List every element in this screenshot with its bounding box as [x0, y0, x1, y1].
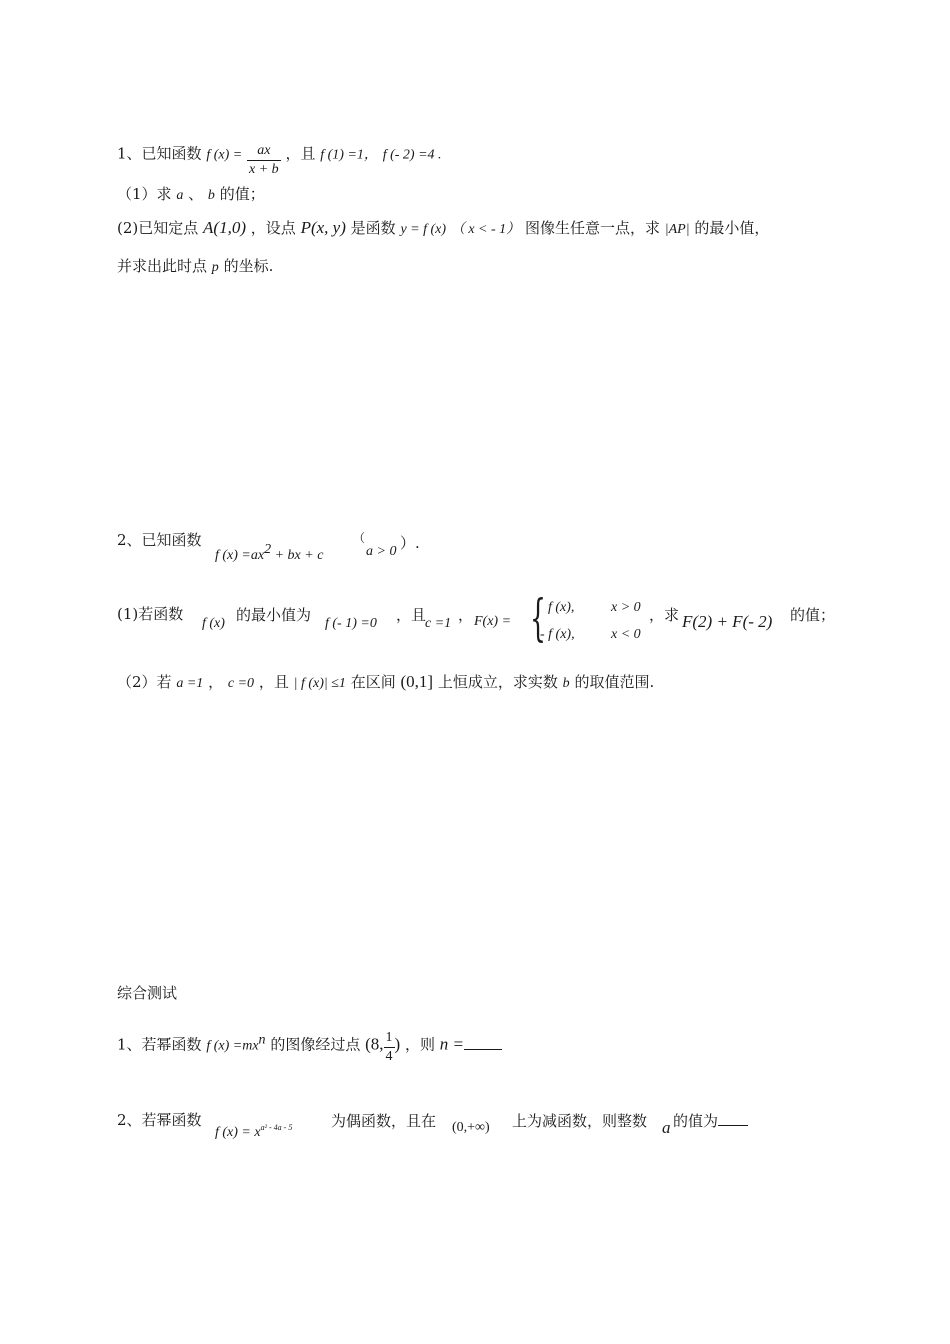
t1-line	[117, 1027, 502, 1064]
p2-cond-close: ）.	[400, 534, 420, 552]
section-title: 综合测试	[117, 984, 178, 1002]
t2-lead: 2、若幂函数	[117, 1111, 202, 1129]
p2-cond-group	[353, 528, 365, 546]
p2-q2-a: a =1	[176, 676, 204, 691]
t1-fx: f (x) =mx	[206, 1038, 259, 1054]
p2-q1-F: F(x) =	[474, 614, 512, 629]
p2-q2-c: c =0	[227, 676, 255, 691]
t2-interval: (0,+∞)	[452, 1120, 490, 1135]
p1-fraction	[247, 142, 281, 179]
p1-q2-mid3: 图像生任意一点，求	[524, 219, 660, 237]
p1-q2-tail: 的最小值，	[694, 219, 770, 237]
p2-fx-sup: 2	[264, 542, 272, 557]
p1-q2-cond: （ x < - 1）	[450, 222, 521, 237]
p2-fx-rest: + bx + c	[271, 548, 324, 563]
t2-fx: f (x) = x	[215, 1125, 261, 1140]
p1-q2-lead: (2)已知定点	[117, 219, 199, 237]
p1-q1-a: a	[176, 188, 184, 203]
p1-q2-line2	[117, 256, 273, 278]
p2-line1	[117, 530, 202, 550]
p1-frac-den: x + b	[248, 162, 279, 177]
p2-q1-fm1: f (- 1) =0	[325, 616, 377, 631]
p1-q2-mid1: ，设点	[250, 219, 296, 237]
t1-pt-close: )	[394, 1034, 401, 1054]
t1-mid: 的图像经过点	[270, 1035, 361, 1054]
p2-q2-mid2: 在区间	[350, 673, 396, 691]
p1-f1: f (1) =1，	[320, 147, 378, 163]
p2-q2	[117, 672, 654, 694]
p1-q2-line2-lead: 并求出此时点	[117, 257, 208, 275]
p2-q1-c: c =1	[425, 616, 452, 631]
t1-pt-open: (8,	[365, 1034, 384, 1054]
t2-mid2: 上为减函数，则整数	[512, 1112, 648, 1130]
t2-mid: 为偶函数，且在	[331, 1112, 437, 1130]
p2-q1-seek: ，求	[649, 606, 680, 624]
p1-q2-mid2: 是函数	[350, 219, 396, 237]
p1-q2	[117, 218, 769, 240]
p2-case1-cond: x > 0	[611, 600, 641, 615]
p2-q2-ineq: | f (x)| ≤1	[293, 676, 346, 691]
p1-lead: 1、已知函数	[117, 144, 202, 163]
p2-q2-interval: (0,1]	[400, 672, 434, 691]
p2-cond: a > 0	[366, 544, 397, 559]
p2-q1-mid1: 的最小值为	[236, 606, 312, 624]
t1-then: ，则	[404, 1035, 435, 1054]
p2-q2-b: b	[562, 676, 570, 691]
t2-fx-group	[215, 1122, 292, 1141]
t1-sup: n	[258, 1032, 266, 1048]
t2-a: a	[662, 1118, 671, 1137]
p1-q2-line2-tail: 的坐标.	[223, 257, 274, 275]
t1-frac-num: 1	[384, 1029, 395, 1048]
p2-q2-mid: ，且	[258, 673, 289, 691]
t2-sup: a² - 4a - 5	[260, 1123, 293, 1132]
p2-q1-lead: (1)若函数	[117, 605, 184, 623]
p1-q2-y: y = f (x)	[400, 222, 447, 237]
p2-q1-lead-line	[117, 604, 183, 624]
t2-answer-blank[interactable]	[718, 1113, 748, 1126]
p1-fm2: f (- 2) =4 .	[382, 147, 442, 163]
p1-q1-lead: （1）求	[117, 185, 172, 203]
p2-case2-cond: x < 0	[611, 627, 641, 642]
p1-fx: f (x) =	[206, 147, 243, 163]
t2-line	[117, 1110, 202, 1130]
p2-q2-sep: ，	[208, 673, 224, 691]
p2-fx: f (x) =ax	[215, 548, 265, 563]
t1-lead: 1、若幂函数	[117, 1035, 202, 1054]
p2-q1-comma: ，	[458, 606, 474, 624]
p2-q1-sum: F(2) + F(- 2)	[682, 612, 773, 631]
p1-q1-sep: 、	[188, 185, 204, 203]
p2-q2-lead: （2）若	[117, 673, 172, 691]
p2-q1-mid2: ，且	[396, 606, 427, 624]
p1-q2-AP: |AP|	[664, 222, 690, 237]
p2-q1-tail: 的值；	[790, 606, 836, 624]
t1-answer-blank[interactable]	[464, 1037, 502, 1050]
t1-frac-den: 4	[385, 1049, 393, 1064]
p2-fx-group	[215, 542, 323, 564]
p1-mid: ，且	[285, 144, 316, 163]
p2-lead: 2、已知函数	[117, 531, 202, 549]
t2-tail-text: 的值为	[673, 1112, 719, 1130]
p1-q2-A: A(1,0)	[203, 218, 246, 237]
t1-fraction	[384, 1029, 395, 1066]
p2-q2-tail: 上恒成立，求实数	[437, 673, 558, 691]
p1-q1-b: b	[207, 188, 215, 203]
p1-q1	[117, 184, 265, 206]
t1-n: n =	[439, 1034, 465, 1054]
p1-q1-tail: 的值；	[219, 185, 265, 203]
p1-frac-num: ax	[247, 142, 281, 161]
p2-case1-expr: f (x),	[548, 600, 575, 615]
p1-q2-p: p	[211, 260, 219, 275]
p2-q2-tail2: 的取值范围.	[574, 673, 655, 691]
t2-tail	[673, 1110, 748, 1131]
piecewise-brace: {	[530, 589, 546, 647]
p2-q1-fx: f (x)	[202, 616, 225, 631]
p2-cond-open: （	[353, 531, 366, 545]
p2-case2-expr: - f (x),	[540, 627, 575, 642]
p1-q2-P: P(x, y)	[300, 218, 346, 237]
p1-line1	[117, 136, 442, 177]
